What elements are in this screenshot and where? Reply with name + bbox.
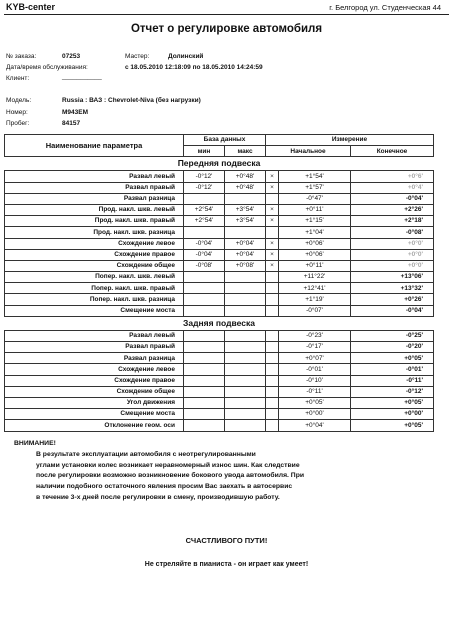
param-name: Попер. накл. шкв. разница	[5, 294, 184, 305]
param-name: Смещение моста	[5, 305, 184, 316]
order-no-label: № заказа:	[6, 53, 37, 60]
table-row	[5, 294, 434, 305]
initial-value: +0°00'	[279, 409, 351, 420]
final-value: -0°11'	[351, 375, 434, 386]
table-row	[5, 249, 434, 260]
min-value	[184, 305, 225, 316]
min-value	[184, 227, 225, 238]
initial-value: +0°05'	[279, 397, 351, 408]
param-name: Прод. накл. шкв. правый	[5, 216, 184, 227]
min-value: +2°54'	[184, 216, 225, 227]
max-value	[225, 227, 266, 238]
max-value: +3°54'	[225, 204, 266, 215]
initial-value: +0°06'	[279, 249, 351, 260]
out-of-range-mark: ×	[266, 260, 279, 271]
param-name: Схождение общее	[5, 386, 184, 397]
out-of-range-mark	[266, 294, 279, 305]
final-value: +0°26'	[351, 294, 434, 305]
notes-line: В результате эксплуатации автомобиля с неотрегулированными	[36, 450, 256, 458]
model-label: Модель:	[6, 97, 32, 104]
min-value	[184, 364, 225, 375]
param-name: Развал левый	[5, 330, 184, 341]
section-header-row	[5, 157, 434, 171]
initial-value: -0°01'	[279, 364, 351, 375]
final-value: +2°26'	[351, 204, 434, 215]
initial-value: +0°11'	[279, 204, 351, 215]
final-value: -0°12'	[351, 386, 434, 397]
out-of-range-mark	[266, 227, 279, 238]
min-value	[184, 342, 225, 353]
out-of-range-mark	[266, 409, 279, 420]
max-value	[225, 283, 266, 294]
out-of-range-mark	[266, 353, 279, 364]
table-row	[5, 216, 434, 227]
report-title: Отчет о регулировке автомобиля	[130, 23, 323, 35]
master-label: Мастер:	[125, 53, 150, 60]
table-row	[5, 204, 434, 215]
min-value	[184, 397, 225, 408]
min-value	[184, 330, 225, 341]
param-name: Схождение общее	[5, 260, 184, 271]
final-value: +0°05'	[351, 420, 434, 431]
param-name: Прод. накл. шкв. левый	[5, 204, 184, 215]
initial-value: +0°06'	[279, 238, 351, 249]
min-value	[184, 420, 225, 431]
measurement-header: Измерение	[266, 135, 434, 146]
final-value: +0°05'	[351, 353, 434, 364]
min-value: -0°08'	[184, 260, 225, 271]
table-row	[5, 375, 434, 386]
max-value	[225, 386, 266, 397]
initial-value: -0°17'	[279, 342, 351, 353]
final-value: +0°0'	[351, 260, 434, 271]
max-value	[225, 272, 266, 283]
param-name: Развал правый	[5, 342, 184, 353]
initial-value: +1°54'	[279, 171, 351, 182]
table-row	[5, 420, 434, 431]
out-of-range-mark	[266, 272, 279, 283]
out-of-range-mark: ×	[266, 204, 279, 215]
vehicle-mileage: 84157	[62, 120, 81, 127]
initial-value: +0°11'	[279, 260, 351, 271]
param-name: Смещение моста	[5, 409, 184, 420]
final-value: +13°32'	[351, 283, 434, 294]
max-value	[225, 420, 266, 431]
param-name: Схождение правое	[5, 375, 184, 386]
footer-text: Не стреляйте в пианиста - он играет как умеет!	[144, 561, 309, 568]
max-value	[225, 375, 266, 386]
max-header: макс	[225, 146, 266, 157]
final-value: -0°08'	[351, 227, 434, 238]
min-value	[184, 193, 225, 204]
final-value: +0°05'	[351, 397, 434, 408]
max-value: +0°04'	[225, 249, 266, 260]
alignment-table-body	[5, 157, 434, 431]
max-value: +0°08'	[225, 260, 266, 271]
initial-value: -0°11'	[279, 386, 351, 397]
out-of-range-mark: ×	[266, 238, 279, 249]
notes-line: углами установки колес возникает неравномерный износ шин. Как следствие	[36, 461, 300, 469]
table-row	[5, 386, 434, 397]
param-name: Схождение левое	[5, 238, 184, 249]
param-name: Схождение левое	[5, 364, 184, 375]
min-value	[184, 409, 225, 420]
min-value	[184, 375, 225, 386]
initial-value: +1°57'	[279, 182, 351, 193]
param-name: Развал правый	[5, 182, 184, 193]
final-value: +2°18'	[351, 216, 434, 227]
company-address: г. Белгород ул. Студенческая 44	[329, 3, 441, 12]
param-name: Развал левый	[5, 171, 184, 182]
max-value	[225, 342, 266, 353]
min-value: +2°54'	[184, 204, 225, 215]
param-name: Развал разница	[5, 193, 184, 204]
notes-heading: ВНИМАНИЕ!	[14, 440, 56, 447]
final-value: +13°06'	[351, 272, 434, 283]
out-of-range-mark	[266, 397, 279, 408]
notes-block	[14, 439, 404, 504]
max-value	[225, 397, 266, 408]
company-name: KYB-center	[6, 2, 56, 12]
param-name: Отклонение геом. оси	[5, 420, 184, 431]
client-value: ___________	[62, 73, 102, 80]
final-value: +0°4'	[351, 182, 434, 193]
max-value: +0°48'	[225, 171, 266, 182]
final-value: +0°0'	[351, 238, 434, 249]
final-value: -0°04'	[351, 305, 434, 316]
min-header: мин	[184, 146, 225, 157]
out-of-range-mark: ×	[266, 216, 279, 227]
out-of-range-mark	[266, 193, 279, 204]
notes-line: в течение 3-х дней после регулировки в смену, производившую работу.	[36, 493, 280, 501]
client-label: Клиент:	[6, 75, 30, 82]
section-title: Передняя подвеска	[5, 157, 434, 171]
final-value: +0°00'	[351, 409, 434, 420]
table-row	[5, 182, 434, 193]
final-value: -0°01'	[351, 364, 434, 375]
table-row	[5, 238, 434, 249]
table-row	[5, 330, 434, 341]
initial-value: +1°04'	[279, 227, 351, 238]
initial-value: -0°07'	[279, 305, 351, 316]
farewell-text: СЧАСТЛИВОГО ПУТИ!	[185, 536, 268, 545]
mileage-label: Пробег:	[6, 120, 30, 127]
out-of-range-mark	[266, 386, 279, 397]
final-value: -0°20'	[351, 342, 434, 353]
initial-value: +0°07'	[279, 353, 351, 364]
initial-value: -0°23'	[279, 330, 351, 341]
param-header: Наименование параметра	[5, 135, 184, 157]
initial-value: +12°41'	[279, 283, 351, 294]
final-value: -0°04'	[351, 193, 434, 204]
db-header: База данных	[184, 135, 266, 146]
section-header-row	[5, 316, 434, 330]
table-row	[5, 342, 434, 353]
param-name: Схождение правое	[5, 249, 184, 260]
vehicle-plate: М943ЕМ	[62, 109, 89, 116]
out-of-range-mark: ×	[266, 249, 279, 260]
out-of-range-mark	[266, 305, 279, 316]
max-value	[225, 294, 266, 305]
param-name: Попер. накл. шкв. правый	[5, 283, 184, 294]
min-value: -0°04'	[184, 238, 225, 249]
final-value: +0°6'	[351, 171, 434, 182]
out-of-range-mark: ×	[266, 171, 279, 182]
max-value	[225, 364, 266, 375]
max-value	[225, 353, 266, 364]
notes-line: наличии подобного остаточного явления просим Вас заехать в автосервис	[36, 483, 293, 491]
out-of-range-mark	[266, 364, 279, 375]
plate-label: Номер:	[6, 109, 28, 116]
min-value: -0°12'	[184, 171, 225, 182]
initial-value: +1°15'	[279, 216, 351, 227]
initial-value: -0°10'	[279, 375, 351, 386]
max-value: +0°04'	[225, 238, 266, 249]
min-value: -0°12'	[184, 182, 225, 193]
min-value: -0°04'	[184, 249, 225, 260]
table-row	[5, 305, 434, 316]
max-value: +0°48'	[225, 182, 266, 193]
initial-value: +1°19'	[279, 294, 351, 305]
initial-value: +11°22'	[279, 272, 351, 283]
table-row	[5, 397, 434, 408]
min-value	[184, 294, 225, 305]
initial-value: +0°04'	[279, 420, 351, 431]
final-value: +0°0'	[351, 249, 434, 260]
table-row	[5, 272, 434, 283]
min-value	[184, 386, 225, 397]
master-name: Долинский	[168, 53, 204, 60]
param-name: Угол движения	[5, 397, 184, 408]
initial-header: Начальное	[266, 146, 351, 157]
vehicle-model: Russia : ВАЗ : Chevrolet-Niva (без нагрузки)	[62, 97, 201, 104]
max-value	[225, 409, 266, 420]
max-value	[225, 305, 266, 316]
final-header: Конечное	[351, 146, 434, 157]
max-value: +3°54'	[225, 216, 266, 227]
max-value	[225, 330, 266, 341]
table-row	[5, 227, 434, 238]
table-row	[5, 171, 434, 182]
out-of-range-mark	[266, 342, 279, 353]
table-row	[5, 260, 434, 271]
out-of-range-mark	[266, 283, 279, 294]
param-name: Прод. накл. шкв. разница	[5, 227, 184, 238]
final-value: -0°25'	[351, 330, 434, 341]
max-value	[225, 193, 266, 204]
table-row	[5, 409, 434, 420]
out-of-range-mark	[266, 375, 279, 386]
initial-value: -0°47'	[279, 193, 351, 204]
section-title: Задняя подвеска	[5, 316, 434, 330]
datetime-label: Дата/время обслуживания:	[6, 64, 88, 71]
table-row	[5, 193, 434, 204]
table-row	[5, 353, 434, 364]
header-divider	[4, 14, 449, 15]
out-of-range-mark: ×	[266, 182, 279, 193]
service-datetime: с 18.05.2010 12:18:09 по 18.05.2010 14:24:59	[125, 64, 263, 71]
table-row	[5, 283, 434, 294]
param-name: Развал разница	[5, 353, 184, 364]
table-row	[5, 364, 434, 375]
min-value	[184, 272, 225, 283]
alignment-table	[4, 134, 434, 432]
min-value	[184, 283, 225, 294]
out-of-range-mark	[266, 420, 279, 431]
notes-line: после регулировки возможно возникновение бокового увода автомобиля. При	[36, 472, 305, 480]
param-name: Попер. накл. шкв. левый	[5, 272, 184, 283]
order-no: 07253	[62, 53, 81, 60]
out-of-range-mark	[266, 330, 279, 341]
min-value	[184, 353, 225, 364]
